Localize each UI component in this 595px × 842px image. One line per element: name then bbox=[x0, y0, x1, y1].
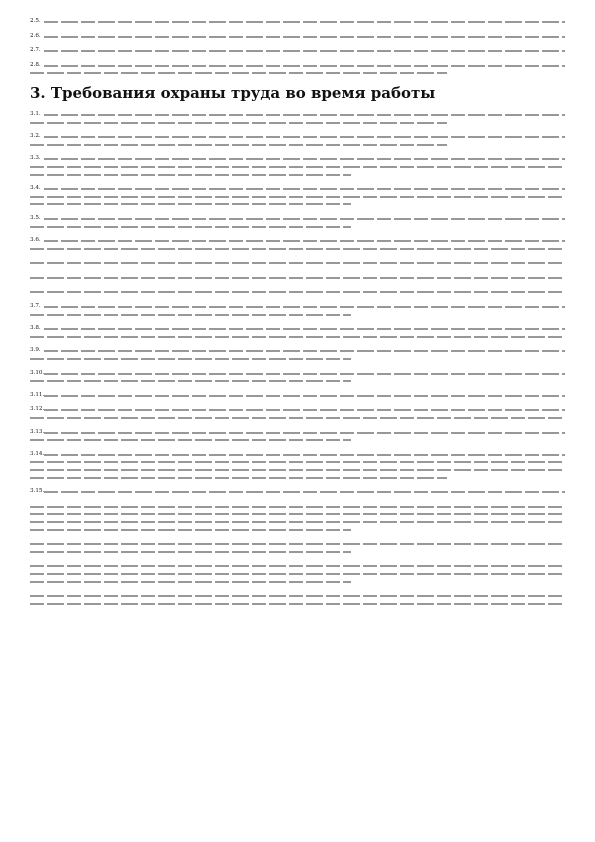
text-line bbox=[30, 215, 565, 223]
text-line bbox=[30, 133, 565, 141]
paragraph-3-6 bbox=[30, 237, 565, 252]
text-line bbox=[30, 303, 565, 311]
bullet-paragraph bbox=[30, 503, 565, 533]
text-line bbox=[30, 474, 565, 482]
paragraph-3-3 bbox=[30, 155, 565, 178]
text-line bbox=[30, 69, 565, 77]
paragraph-2-6 bbox=[30, 33, 565, 41]
paragraph-2-8 bbox=[30, 62, 565, 77]
text-line bbox=[30, 185, 565, 193]
text-line bbox=[30, 62, 565, 70]
section-heading: 3. Требования охраны труда во время работы bbox=[30, 83, 436, 102]
text-line bbox=[30, 392, 565, 400]
text-line bbox=[30, 47, 565, 55]
paragraph-number: 3.14. bbox=[30, 450, 45, 457]
paragraph-3-13 bbox=[30, 429, 565, 444]
paragraph-number: 3.9. bbox=[30, 347, 41, 354]
text-line bbox=[30, 548, 565, 556]
text-line bbox=[30, 347, 565, 355]
text-line bbox=[30, 119, 565, 127]
text-line bbox=[30, 570, 565, 578]
text-line bbox=[30, 600, 565, 608]
text-line bbox=[30, 518, 565, 526]
text-line bbox=[30, 488, 565, 496]
bullet-paragraph bbox=[30, 540, 565, 555]
paragraph-number: 3.15. bbox=[30, 488, 45, 495]
text-line bbox=[30, 562, 565, 570]
text-line bbox=[30, 370, 565, 378]
text-line bbox=[30, 333, 565, 341]
text-line bbox=[30, 200, 565, 208]
text-line bbox=[30, 510, 565, 518]
paragraph-3-4 bbox=[30, 185, 565, 208]
text-line bbox=[30, 325, 565, 333]
text-line bbox=[30, 18, 565, 26]
paragraph-3-2 bbox=[30, 133, 565, 148]
text-line bbox=[30, 245, 565, 253]
paragraph-number: 3.8. bbox=[30, 325, 41, 332]
text-line bbox=[30, 111, 565, 119]
text-line bbox=[30, 377, 565, 385]
bullet-paragraph bbox=[30, 259, 565, 267]
bullet-paragraph bbox=[30, 592, 565, 607]
text-line bbox=[30, 466, 565, 474]
text-line bbox=[30, 274, 565, 282]
paragraph-number: 2.5. bbox=[30, 18, 41, 24]
text-line bbox=[30, 578, 565, 586]
paragraph-number: 3.4. bbox=[30, 185, 41, 192]
text-line bbox=[30, 223, 565, 231]
text-line bbox=[30, 429, 565, 437]
text-line bbox=[30, 414, 565, 422]
paragraph-number: 2.6. bbox=[30, 32, 41, 39]
paragraph-3-8 bbox=[30, 325, 565, 340]
bullet-paragraph bbox=[30, 288, 565, 296]
paragraph-3-12 bbox=[30, 406, 565, 421]
text-line bbox=[30, 503, 565, 511]
text-line bbox=[30, 526, 565, 534]
text-line bbox=[30, 141, 565, 149]
paragraph-number: 3.5. bbox=[30, 214, 41, 221]
paragraph-3-15 bbox=[30, 488, 565, 496]
paragraph-3-7 bbox=[30, 303, 565, 318]
bullet-paragraph bbox=[30, 562, 565, 585]
paragraph-2-7 bbox=[30, 47, 565, 55]
paragraph-number: 3.2. bbox=[30, 133, 41, 140]
paragraph-number: 3.10. bbox=[30, 369, 45, 376]
text-line bbox=[30, 406, 565, 414]
paragraph-3-11 bbox=[30, 392, 565, 400]
text-line bbox=[30, 288, 565, 296]
paragraph-2-5 bbox=[30, 18, 565, 26]
text-line bbox=[30, 237, 565, 245]
text-line bbox=[30, 311, 565, 319]
paragraph-number: 3.13. bbox=[30, 428, 45, 435]
text-line bbox=[30, 355, 565, 363]
paragraph-number: 3.1. bbox=[30, 110, 41, 117]
paragraph-number: 3.3. bbox=[30, 155, 41, 162]
text-line bbox=[30, 193, 565, 201]
text-line bbox=[30, 436, 565, 444]
paragraph-3-10 bbox=[30, 370, 565, 385]
paragraph-number: 3.11. bbox=[30, 391, 45, 398]
paragraph-number: 3.6. bbox=[30, 237, 41, 244]
text-line bbox=[30, 259, 565, 267]
paragraph-number: 3.7. bbox=[30, 303, 41, 310]
bullet-paragraph bbox=[30, 274, 565, 282]
text-line bbox=[30, 451, 565, 459]
text-line bbox=[30, 540, 565, 548]
paragraph-number: 2.8. bbox=[30, 61, 41, 68]
paragraph-3-5 bbox=[30, 215, 565, 230]
text-line bbox=[30, 155, 565, 163]
paragraph-3-1 bbox=[30, 111, 565, 126]
text-line bbox=[30, 163, 565, 171]
text-line bbox=[30, 33, 565, 41]
text-line bbox=[30, 171, 565, 179]
paragraph-number: 2.7. bbox=[30, 47, 41, 54]
paragraph-3-14 bbox=[30, 451, 565, 481]
paragraph-3-9 bbox=[30, 347, 565, 362]
text-line bbox=[30, 458, 565, 466]
text-line bbox=[30, 592, 565, 600]
paragraph-number: 3.12. bbox=[30, 406, 45, 413]
